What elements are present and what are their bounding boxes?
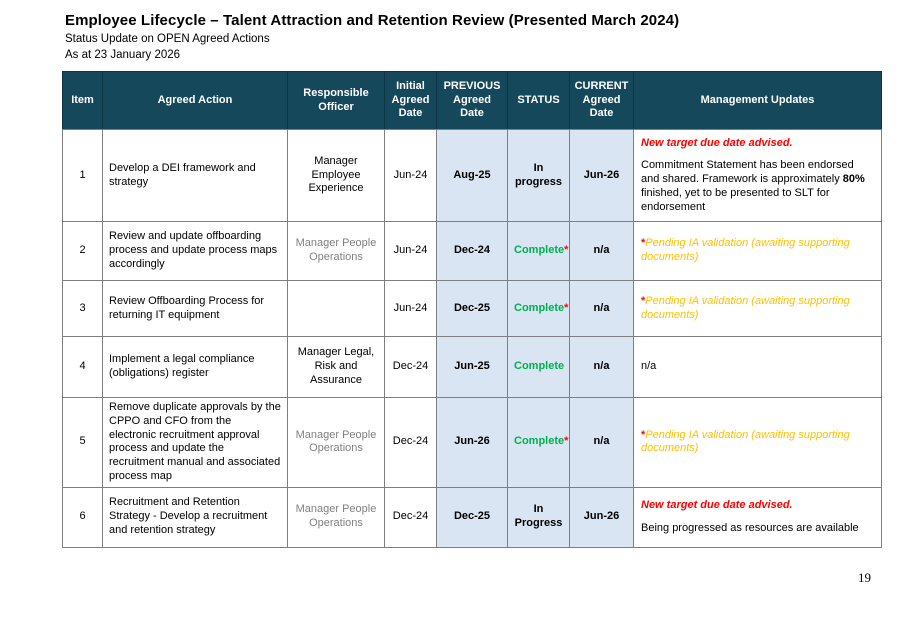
table-row [63,337,882,398]
cell-status [508,281,570,337]
cell-previous-agreed-date: Dec-25 [437,487,508,547]
cell-previous-agreed-date: Jun-25 [437,337,508,398]
cell-previous-agreed-date: Jun-26 [437,398,508,488]
table-header-row [63,72,882,130]
cell-responsible-officer: Manager Legal, Risk and Assurance [288,337,385,398]
management-update-line: Commitment Statement has been endorsed and shared. Framework is approximately 80% finished, yet to be presented to SLT for endorsement [641,159,865,213]
cell-management-updates [634,281,882,337]
cell-initial-agreed-date: Jun-24 [385,130,437,222]
table-row [63,130,882,222]
status-asterisk: * [564,435,569,448]
cell-status [508,337,570,398]
cell-management-updates [634,337,882,398]
cell-initial-agreed-date: Dec-24 [385,398,437,488]
management-update-line: *Pending IA validation (awaiting supporting documents) [641,237,850,263]
cell-management-updates [634,222,882,281]
cell-current-agreed-date: Jun-26 [570,130,634,222]
cell-responsible-officer: Manager Employee Experience [288,130,385,222]
status-text: Complete [514,244,565,257]
cell-management-updates [634,398,882,488]
table-row [63,487,882,547]
cell-agreed-action: Recruitment and Retention Strategy - Develop a recruitment and retention strategy [103,487,288,547]
agreed-actions-table [62,71,882,548]
cell-agreed-action: Review Offboarding Process for returning IT equipment [103,281,288,337]
status-text: Complete [514,360,565,373]
cell-current-agreed-date: Jun-26 [570,487,634,547]
status-asterisk: * [564,244,569,257]
cell-responsible-officer: Manager People Operations [288,222,385,281]
table-row [63,222,882,281]
cell-previous-agreed-date: Dec-24 [437,222,508,281]
cell-item: 4 [63,337,103,398]
header-agreed-action: Agreed Action [103,72,288,130]
cell-current-agreed-date: n/a [570,398,634,488]
cell-agreed-action: Develop a DEI framework and strategy [103,130,288,222]
cell-responsible-officer [288,281,385,337]
cell-responsible-officer: Manager People Operations [288,487,385,547]
management-update-line: New target due date advised. [641,498,793,511]
header-previous-agreed-date: PREVIOUS Agreed Date [437,72,508,130]
cell-management-updates [634,487,882,547]
cell-initial-agreed-date: Jun-24 [385,281,437,337]
header-initial-agreed-date: Initial Agreed Date [385,72,437,130]
status-text: In Progress [514,503,563,529]
subtitle-line-1: Status Update on OPEN Agreed Actions [65,33,270,45]
header-status: STATUS [508,72,570,130]
cell-item: 1 [63,130,103,222]
cell-status [508,398,570,488]
cell-agreed-action: Review and update offboarding process and update process maps accordingly [103,222,288,281]
header-responsible-officer: Responsible Officer [288,72,385,130]
header-management-updates: Management Updates [634,72,882,130]
management-update-line: *Pending IA validation (awaiting supporting documents) [641,294,850,321]
cell-item: 2 [63,222,103,281]
cell-previous-agreed-date: Aug-25 [437,130,508,222]
header-item: Item [63,72,103,130]
cell-status [508,130,570,222]
page-title: Employee Lifecycle – Talent Attraction and Retention Review (Presented March 2024) [65,12,680,29]
management-update-line: New target due date advised. [641,136,793,149]
management-update-line: Being progressed as resources are available [641,521,859,534]
actions-table-body [63,130,882,548]
page-number: 19 [858,570,871,585]
cell-initial-agreed-date: Dec-24 [385,337,437,398]
cell-current-agreed-date: n/a [570,281,634,337]
cell-agreed-action: Remove duplicate approvals by the CPPO and CFO from the electronic recruitment approval process and update the recruitment manual and associated process map [103,398,288,488]
table-row [63,281,882,337]
cell-management-updates [634,130,882,222]
header-current-agreed-date: CURRENT Agreed Date [570,72,634,130]
status-text: Complete [514,435,565,448]
cell-responsible-officer: Manager People Operations [288,398,385,488]
cell-status [508,487,570,547]
title-block [65,12,865,61]
status-text: In progress [514,161,563,188]
table-row [63,398,882,488]
cell-item: 5 [63,398,103,488]
cell-current-agreed-date: n/a [570,337,634,398]
cell-initial-agreed-date: Jun-24 [385,222,437,281]
cell-agreed-action: Implement a legal compliance (obligations) register [103,337,288,398]
cell-status [508,222,570,281]
cell-previous-agreed-date: Dec-25 [437,281,508,337]
management-update-line: *Pending IA validation (awaiting supporting documents) [641,428,850,455]
status-asterisk: * [564,301,569,314]
subtitle-line-2: As at 23 January 2026 [65,49,181,61]
cell-item: 6 [63,487,103,547]
management-update-line: n/a [641,360,657,373]
cell-item: 3 [63,281,103,337]
cell-initial-agreed-date: Dec-24 [385,487,437,547]
status-text: Complete [514,301,565,314]
cell-current-agreed-date: n/a [570,222,634,281]
